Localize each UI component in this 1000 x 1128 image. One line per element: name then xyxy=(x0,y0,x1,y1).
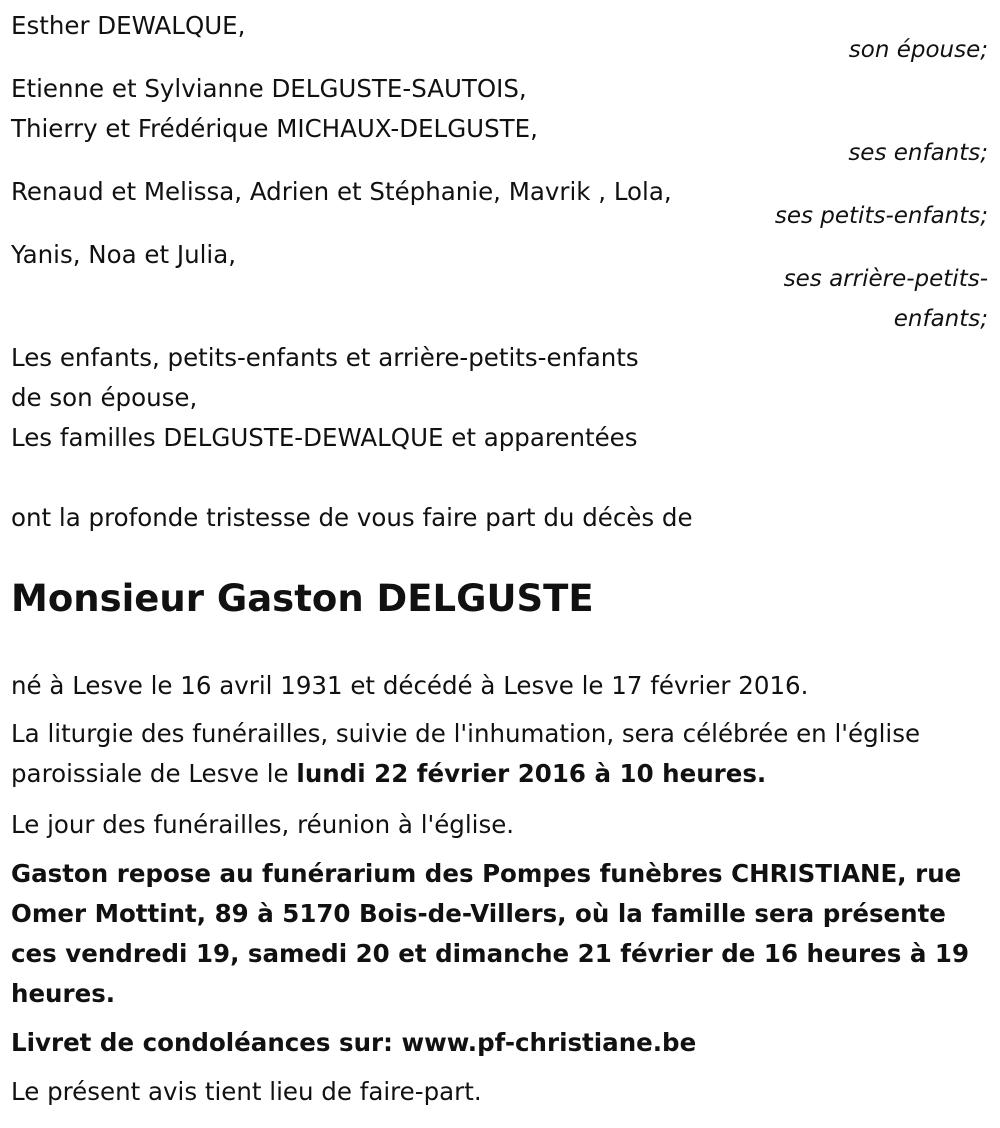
children-line-1: Etienne et Sylvianne DELGUSTE-SAUTOIS, xyxy=(11,74,527,103)
great-grandchildren-names: Yanis, Noa et Julia, xyxy=(11,240,237,269)
liturgy-line-2-prefix: paroissiale de Lesve le xyxy=(11,759,297,788)
announcement-text: ont la profonde tristesse de vous faire part du décès de xyxy=(11,503,693,532)
grandchildren-names: Renaud et Melissa, Adrien et Stéphanie, Mavrik , Lola, xyxy=(11,177,672,206)
deceased-name: Monsieur Gaston DELGUSTE xyxy=(11,577,594,620)
others-line-2: de son épouse, xyxy=(11,383,198,412)
spouse-role: son épouse; xyxy=(848,37,988,63)
funerarium-line-1: Gaston repose au funérarium des Pompes funèbres CHRISTIANE, rue xyxy=(11,859,962,888)
funerarium-line-4: heures. xyxy=(11,979,116,1008)
liturgy-date-time: lundi 22 février 2016 à 10 heures. xyxy=(296,759,767,788)
condolences-text: Livret de condoléances sur: www.pf-christiane.be xyxy=(11,1028,697,1057)
funerarium-line-2: Omer Mottint, 89 à 5170 Bois-de-Villers, où la famille sera présente xyxy=(11,899,946,928)
great-grandchildren-role-line-2: enfants; xyxy=(893,306,988,332)
others-line-3: Les familles DELGUSTE-DEWALQUE et apparentées xyxy=(11,423,638,452)
birth-death-text: né à Lesve le 16 avril 1931 et décédé à Lesve le 17 février 2016. xyxy=(11,671,809,700)
children-line-2: Thierry et Frédérique MICHAUX-DELGUSTE, xyxy=(11,114,538,143)
others-line-1: Les enfants, petits-enfants et arrière-petits-enfants xyxy=(11,343,639,372)
children-role: ses enfants; xyxy=(848,140,988,166)
meeting-text: Le jour des funérailles, réunion à l'église. xyxy=(11,810,515,839)
liturgy-line-2 xyxy=(11,754,766,794)
spouse-names: Esther DEWALQUE, xyxy=(11,11,246,40)
closing-text: Le présent avis tient lieu de faire-part. xyxy=(11,1077,482,1106)
great-grandchildren-role-line-1: ses arrière-petits- xyxy=(783,266,988,292)
funerarium-line-3: ces vendredi 19, samedi 20 et dimanche 21 février de 16 heures à 19 xyxy=(11,939,970,968)
grandchildren-role: ses petits-enfants; xyxy=(774,203,988,229)
liturgy-line-1: La liturgie des funérailles, suivie de l'inhumation, sera célébrée en l'église xyxy=(11,719,921,748)
